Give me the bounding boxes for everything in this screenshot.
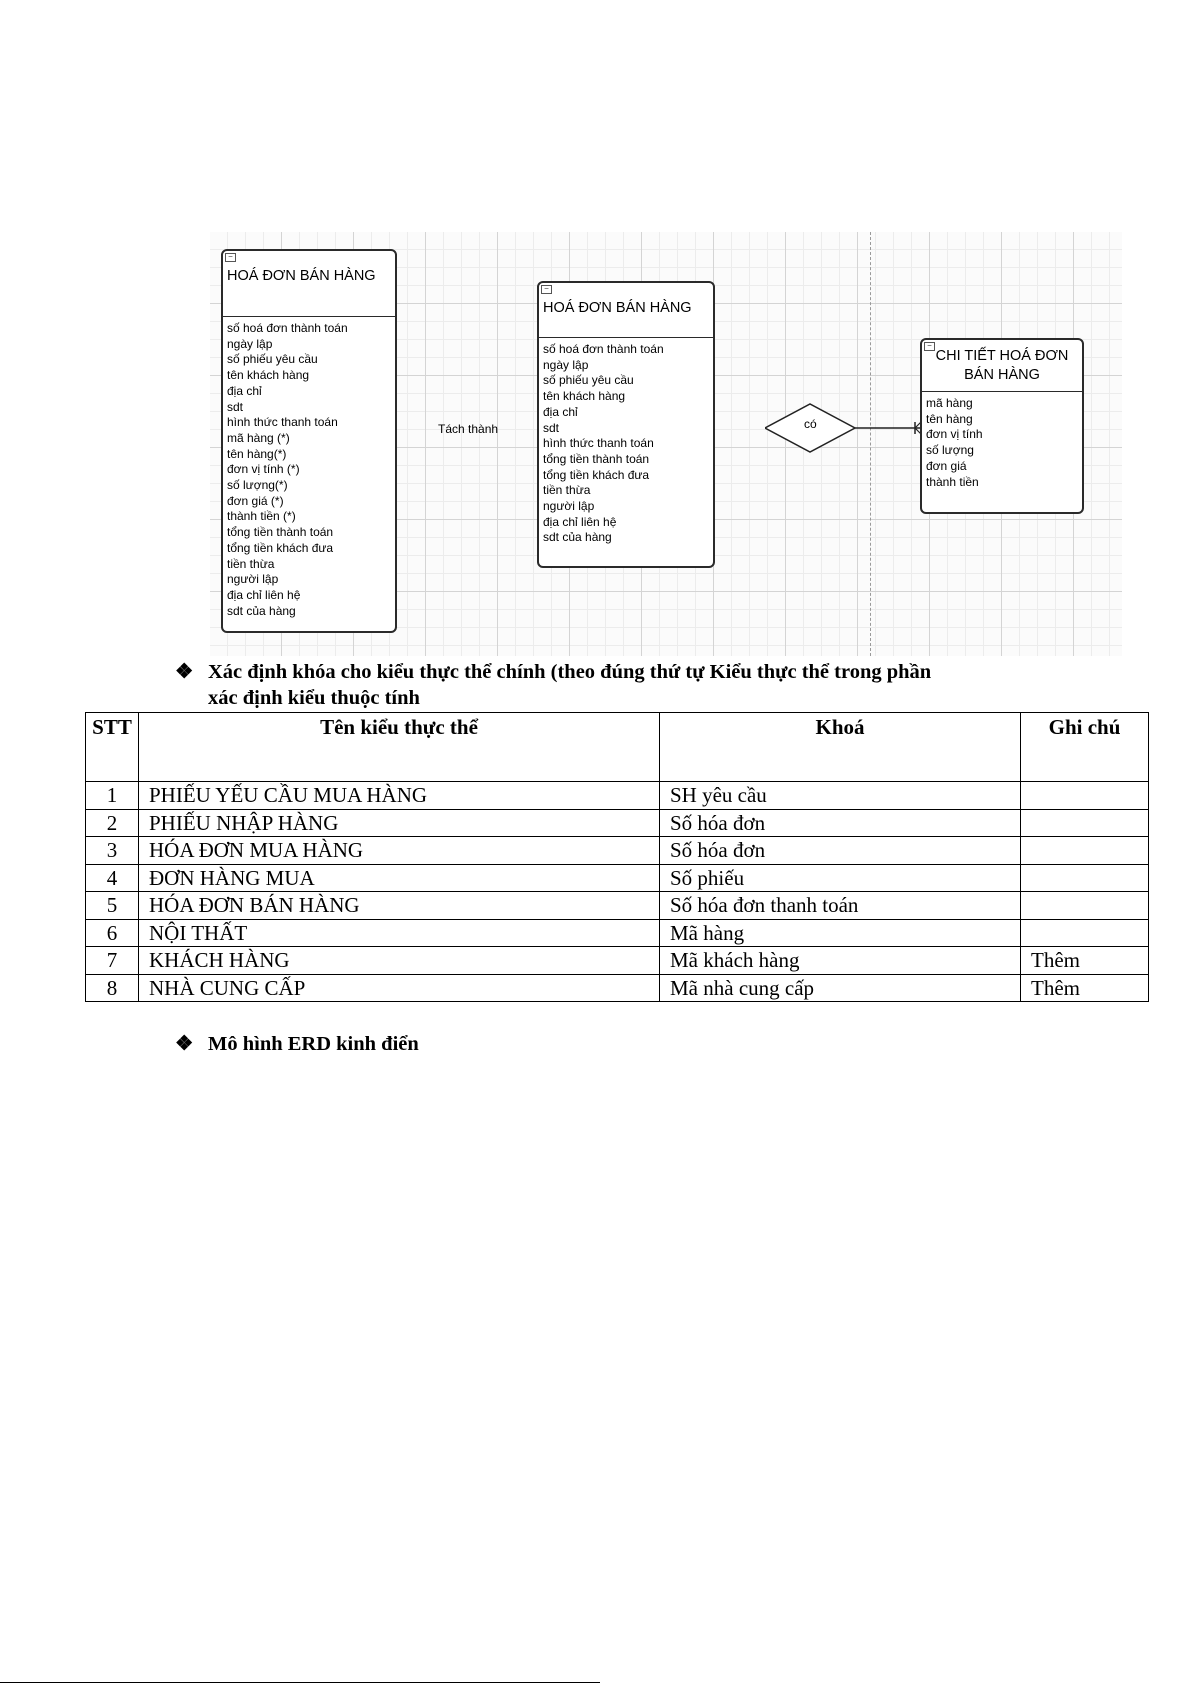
attribute-item: sdt: [543, 420, 560, 435]
footer-rule: [0, 1682, 600, 1683]
cell-stt: 5: [86, 892, 139, 920]
cell-stt: 6: [86, 919, 139, 947]
attribute-item: thành tiền: [926, 474, 979, 489]
diamond-bullet-icon: ❖: [175, 1033, 194, 1055]
attribute-item: địa chỉ: [543, 404, 578, 419]
cell-note: [1021, 837, 1149, 865]
table-row: [86, 864, 1149, 892]
table-row: [86, 919, 1149, 947]
cell-stt: 8: [86, 974, 139, 1002]
attribute-list: [922, 392, 1082, 490]
attribute-item: hình thức thanh toán: [543, 436, 654, 451]
attribute-item: đơn giá: [926, 458, 967, 473]
attribute-item: tên khách hàng: [543, 389, 626, 404]
collapse-icon[interactable]: −: [924, 342, 935, 351]
heading-line: Mô hình ERD kinh điển: [208, 1033, 419, 1055]
cell-stt: 1: [86, 782, 139, 810]
collapse-icon[interactable]: −: [225, 253, 236, 262]
cell-entity: NỘI THẤT: [139, 919, 660, 947]
attribute-item: địa chỉ liên hệ: [227, 587, 301, 602]
entity-title: HOÁ ĐƠN BÁN HÀNG: [223, 251, 395, 317]
attribute-item: tiền thừa: [543, 483, 591, 498]
attribute-item: tên hàng: [926, 411, 973, 426]
cell-key: Mã nhà cung cấp: [660, 974, 1021, 1002]
entity-title: HOÁ ĐƠN BÁN HÀNG: [539, 283, 713, 338]
cell-key: Mã khách hàng: [660, 947, 1021, 975]
cell-key: Số phiếu: [660, 864, 1021, 892]
attribute-item: sdt của hàng: [227, 603, 296, 618]
cell-key: Số hóa đơn: [660, 809, 1021, 837]
cell-stt: 4: [86, 864, 139, 892]
relationship-label: có: [804, 417, 817, 431]
cell-stt: 2: [86, 809, 139, 837]
entity-hoa-don-ban-hang[interactable]: [537, 281, 715, 568]
attribute-item: ngày lập: [543, 357, 589, 372]
title-line: BÁN HÀNG: [964, 367, 1040, 383]
cell-note: [1021, 892, 1149, 920]
collapse-icon[interactable]: −: [541, 285, 552, 294]
cell-note: [1021, 782, 1149, 810]
cell-key: Số hóa đơn thanh toán: [660, 892, 1021, 920]
attribute-item: tổng tiền khách đưa: [227, 540, 334, 555]
cell-entity: ĐƠN HÀNG MUA: [139, 864, 660, 892]
table-row: [86, 809, 1149, 837]
attribute-item: số hoá đơn thành toán: [227, 321, 348, 335]
cell-entity: PHIẾU NHẬP HÀNG: [139, 809, 660, 837]
cell-note: [1021, 864, 1149, 892]
cell-key: Mã hàng: [660, 919, 1021, 947]
attribute-item: thành tiền (*): [227, 509, 296, 524]
cell-note: [1021, 919, 1149, 947]
table-row: [86, 782, 1149, 810]
relationship-diamond[interactable]: [765, 400, 925, 456]
cell-note: [1021, 809, 1149, 837]
attribute-item: số phiếu yêu cầu: [543, 373, 634, 388]
cell-stt: 7: [86, 947, 139, 975]
attribute-item: mã hàng: [926, 396, 973, 410]
heading-line: Xác định khóa cho kiểu thực thể chính (theo đúng thứ tự Kiểu thực thể trong phần: [208, 661, 932, 683]
attribute-list: [539, 338, 713, 546]
attribute-item: ngày lập: [227, 336, 273, 351]
attribute-item: tổng tiền thành toán: [543, 451, 650, 466]
attribute-item: mã hàng (*): [227, 430, 290, 445]
section-heading-keys: [175, 659, 931, 711]
diamond-bullet-icon: ❖: [175, 661, 194, 683]
table-header-row: [86, 713, 1149, 782]
attribute-item: tổng tiền thành toán: [227, 525, 334, 540]
attribute-item: tên khách hàng: [227, 368, 310, 383]
cell-key: SH yêu cầu: [660, 782, 1021, 810]
table-row: [86, 947, 1149, 975]
title-line: CHI TIẾT HOÁ ĐƠN: [935, 348, 1069, 364]
cell-entity: KHÁCH HÀNG: [139, 947, 660, 975]
table-row: [86, 974, 1149, 1002]
entity-title: [922, 340, 1082, 392]
attribute-item: số hoá đơn thành toán: [543, 342, 664, 356]
erd-diagram: [210, 232, 1122, 656]
attribute-item: sdt của hàng: [543, 530, 612, 545]
entity-chi-tiet-hoa-don[interactable]: [920, 338, 1084, 514]
header-key: Khoá: [660, 713, 1021, 782]
cell-entity: HÓA ĐƠN BÁN HÀNG: [139, 892, 660, 920]
cell-note: Thêm: [1021, 974, 1149, 1002]
attribute-item: hình thức thanh toán: [227, 415, 338, 430]
cell-note: Thêm: [1021, 947, 1149, 975]
header-entity: Tên kiểu thực thể: [139, 713, 660, 782]
key-table: [85, 712, 1149, 1002]
entity-hoa-don-ban-hang-original[interactable]: [221, 249, 397, 633]
cell-key: Số hóa đơn: [660, 837, 1021, 865]
table-body: [86, 782, 1149, 1002]
attribute-item: đơn vị tính (*): [227, 462, 300, 477]
split-label: Tách thành: [438, 422, 499, 436]
attribute-item: địa chỉ: [227, 383, 262, 398]
attribute-item: số phiếu yêu cầu: [227, 352, 318, 367]
heading-line: xác định kiểu thuộc tính: [208, 687, 420, 709]
cell-stt: 3: [86, 837, 139, 865]
attribute-item: số lượng(*): [227, 478, 288, 493]
attribute-item: tên hàng(*): [227, 446, 287, 461]
cell-entity: HÓA ĐƠN MUA HÀNG: [139, 837, 660, 865]
attribute-item: tiền thừa: [227, 556, 275, 571]
attribute-item: đơn vị tính: [926, 427, 983, 442]
cell-entity: NHÀ CUNG CẤP: [139, 974, 660, 1002]
attribute-item: người lập: [227, 572, 279, 587]
attribute-item: địa chỉ liên hệ: [543, 514, 617, 529]
attribute-list: [223, 317, 395, 619]
header-note: Ghi chú: [1021, 713, 1149, 782]
table-row: [86, 892, 1149, 920]
attribute-item: đơn giá (*): [227, 493, 284, 508]
section-heading-erd: [175, 1031, 419, 1057]
attribute-item: số lượng: [926, 443, 974, 458]
cell-entity: PHIẾU YẾU CẦU MUA HÀNG: [139, 782, 660, 810]
attribute-item: tổng tiền khách đưa: [543, 467, 650, 482]
header-stt: STT: [86, 713, 139, 782]
attribute-item: sdt: [227, 399, 244, 414]
attribute-item: người lập: [543, 499, 595, 514]
table-row: [86, 837, 1149, 865]
